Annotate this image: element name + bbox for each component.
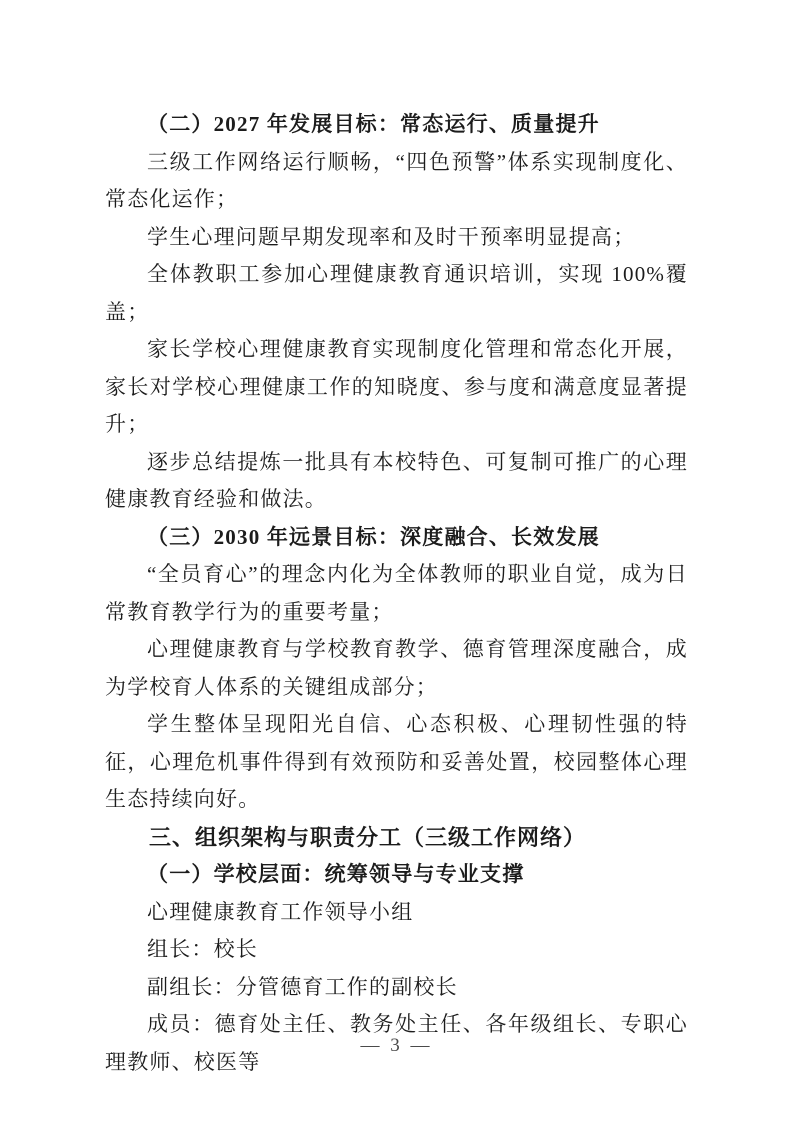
paragraph-whole-staff-concept: “全员育心”的理念内化为全体教师的职业自觉，成为日常教育教学行为的重要考量； (105, 562, 688, 624)
paragraph-experience-summary: 逐步总结提炼一批具有本校特色、可复制可推广的心理健康教育经验和做法。 (105, 449, 688, 511)
page-number: — 3 — (360, 1035, 433, 1056)
paragraph-leading-group: 心理健康教育工作领导小组 (147, 899, 414, 924)
paragraph-staff-training: 全体教职工参加心理健康教育通识培训，实现 100%覆盖； (105, 262, 688, 324)
paragraph-members: 成员：德育处主任、教务处主任、各年级组长、专职心理教师、校医等 (105, 1012, 688, 1074)
section-heading-school-level: （一）学校层面：统筹领导与专业支撑 (147, 862, 525, 886)
paragraph-parent-school: 家长学校心理健康教育实现制度化管理和常态化开展，家长对学校心理健康工作的知晓度、参与度和满意度显著提升； (105, 337, 688, 436)
paragraph-student-outlook: 学生整体呈现阳光自信、心态积极、心理韧性强的特征，心理危机事件得到有效预防和妥善处置，校园整体心理生态持续向好。 (105, 712, 688, 811)
document-body (105, 106, 688, 1081)
paragraph-early-detection: 学生心理问题早期发现率和及时干预率明显提高； (147, 224, 636, 249)
paragraph-network-operation: 三级工作网络运行顺畅，“四色预警”体系实现制度化、常态化运作； (105, 149, 688, 211)
chapter-heading-organization: 三、组织架构与职责分工（三级工作网络） (149, 824, 587, 850)
paragraph-group-leader: 组长：校长 (147, 937, 258, 961)
section-heading-2027-goals: （二）2027 年发展目标：常态运行、质量提升 (147, 112, 600, 136)
section-heading-2030-goals: （三）2030 年远景目标：深度融合、长效发展 (147, 524, 600, 549)
paragraph-deep-integration: 心理健康教育与学校教育教学、德育管理深度融合，成为学校育人体系的关键组成部分； (105, 637, 688, 699)
paragraph-deputy-leader: 副组长：分管德育工作的副校长 (147, 974, 458, 999)
